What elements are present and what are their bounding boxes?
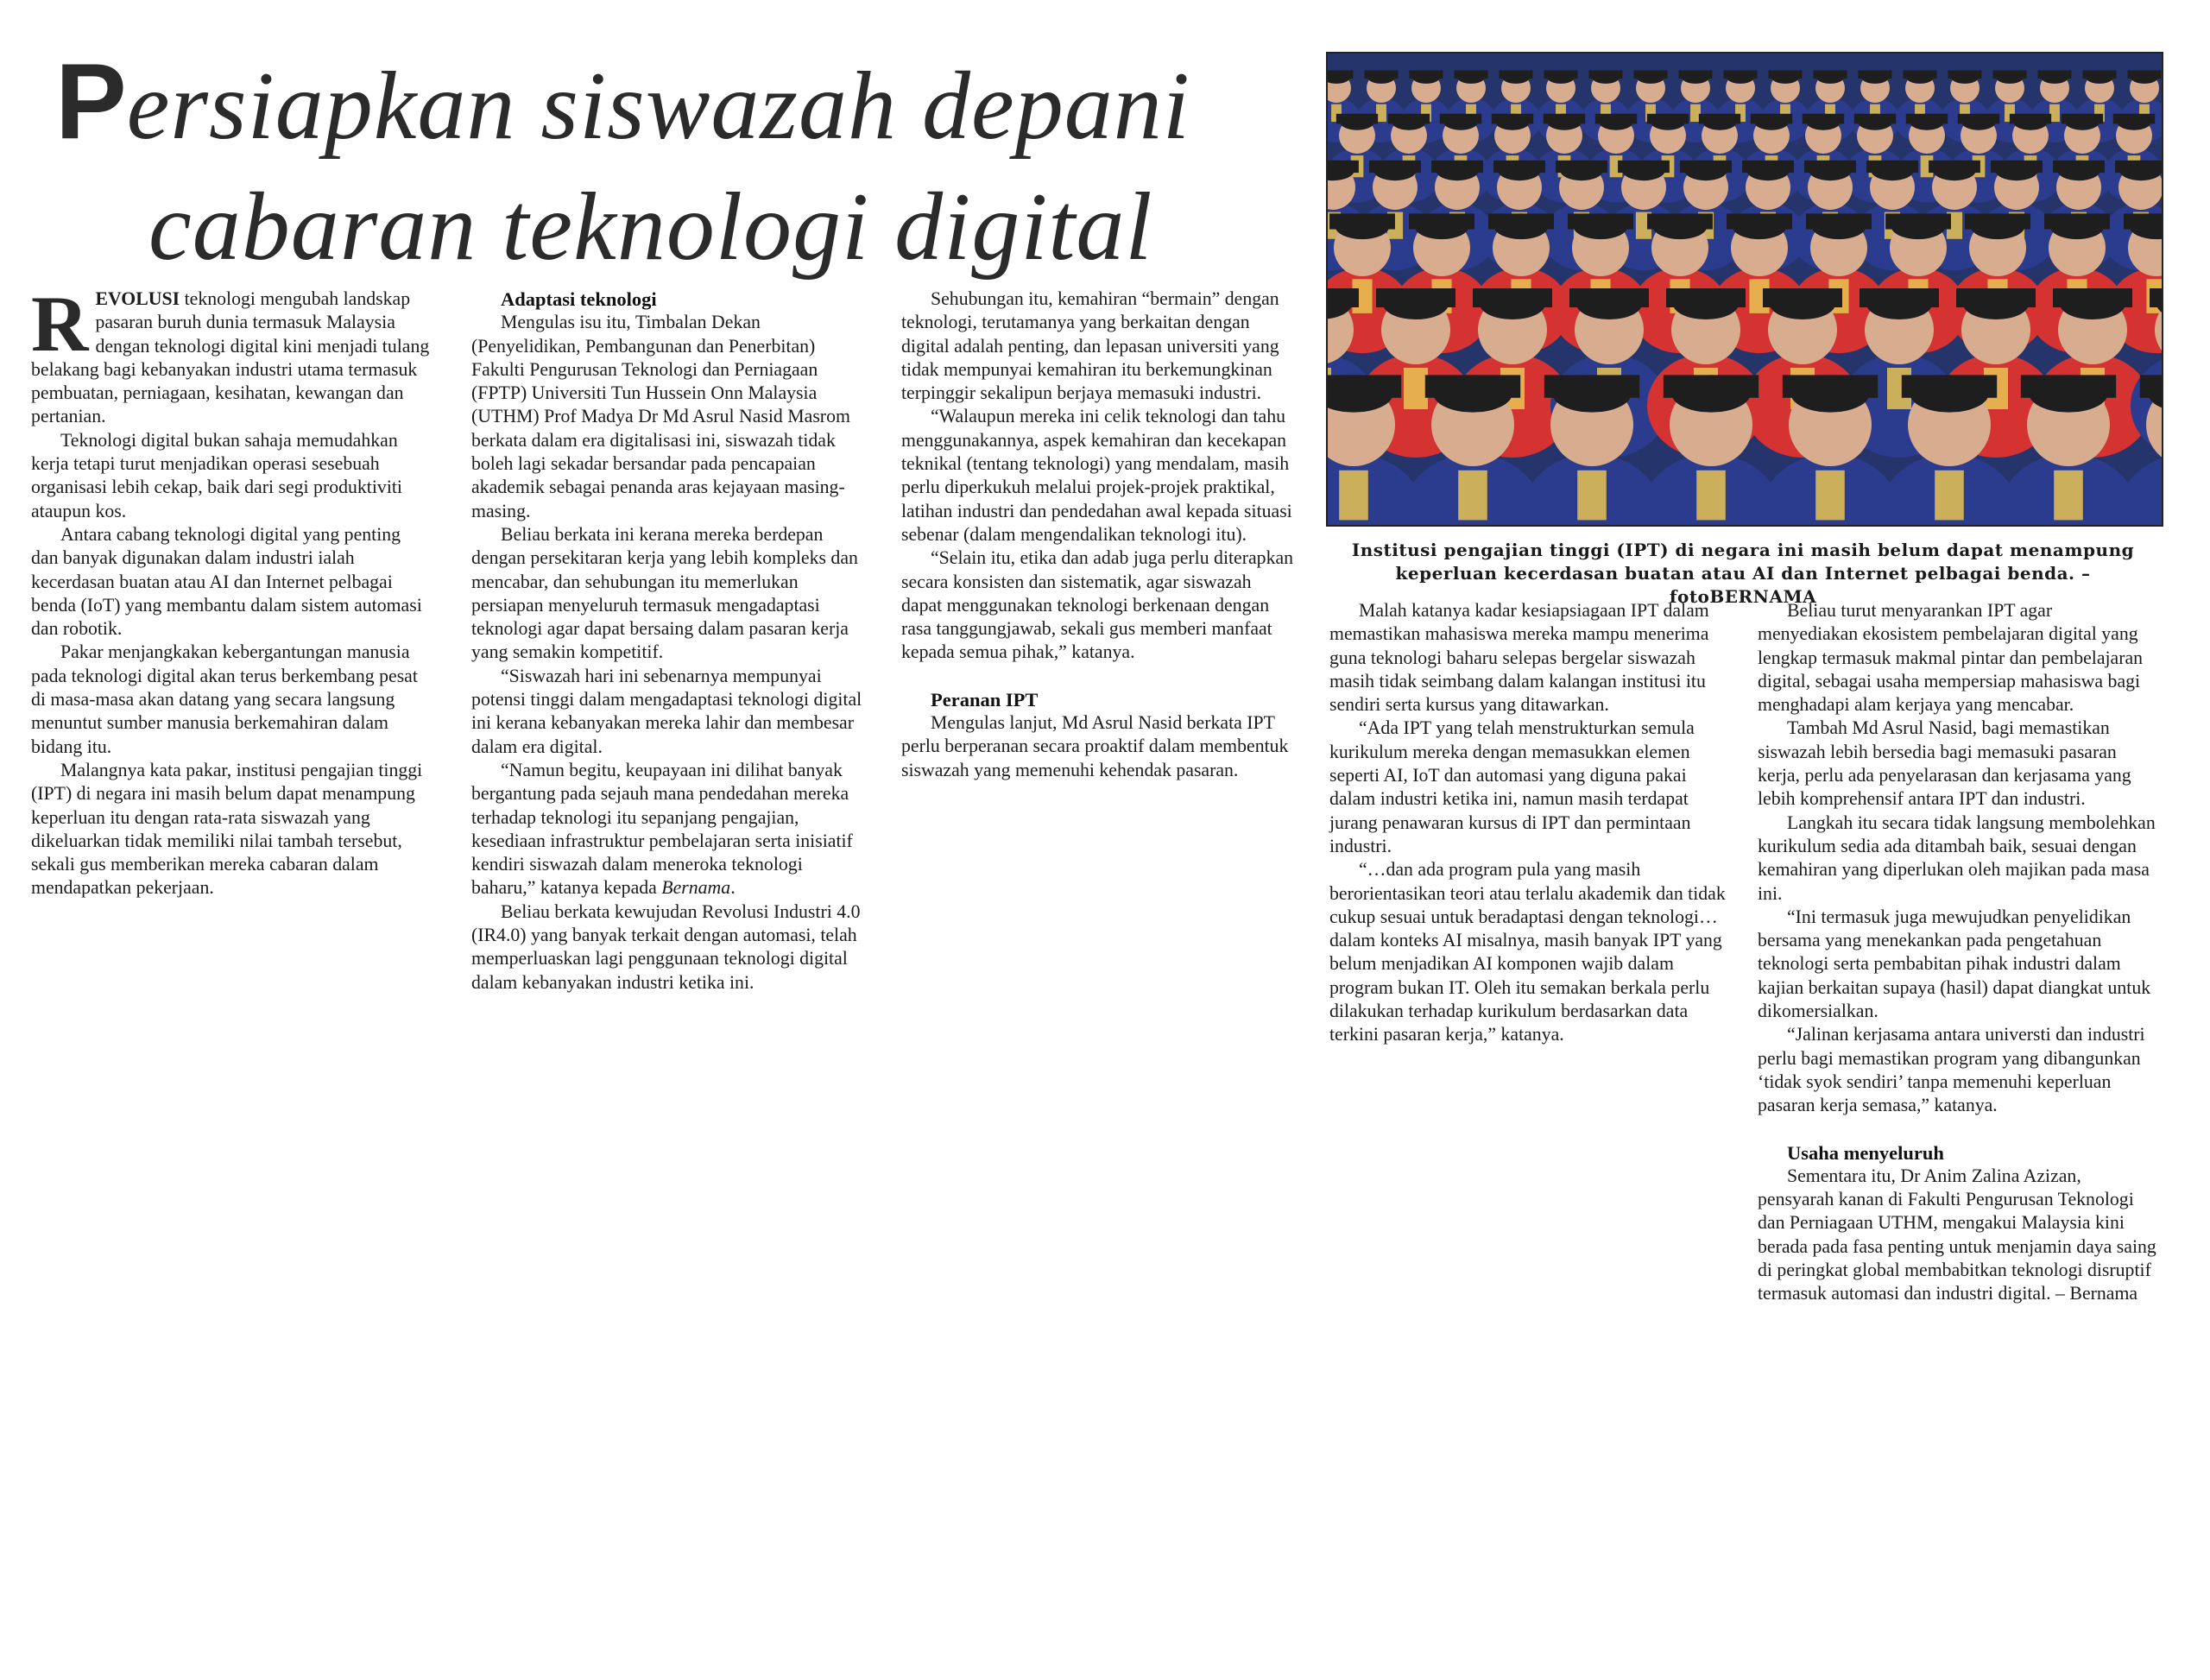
- caption-line-1: Institusi pengajian tinggi (IPT) di negara ini masih belum dapat menampung: [1351, 540, 2135, 560]
- paragraph: Langkah itu secara tidak langsung membolehkan kurikulum sedia ada ditambah baik, sesuai dengan kemahiran yang diperlukan oleh majikan pada masa ini.: [1758, 812, 2156, 904]
- paragraph: Sehubungan itu, kemahiran “bermain” dengan teknologi, terutamanya yang berkaitan dengan digital adalah penting, dan lepasan universiti yang tidak mempunyai kemahiran itu berkemungkinan terpinggir sekalipun berjaya memasuki industri.: [901, 288, 1279, 404]
- paragraph: Malah katanya kadar kesiapsiagaan IPT dalam memastikan mahasiswa mereka mampu menerima guna teknologi baharu selepas bergelar siswazah masih tidak seimbang dalam kalangan institusi itu sendiri serta kursus yang ditawarkan.: [1329, 600, 1709, 716]
- article-column-5: [1758, 599, 2156, 1306]
- paragraph: [471, 759, 867, 900]
- headline-line-1-text: ersiapkan siswazah depani: [126, 53, 1190, 160]
- subheading-peranan: Peranan IPT: [931, 688, 1039, 711]
- paragraph: Mengulas isu itu, Timbalan Dekan (Penyelidikan, Pembangunan dan Penerbitan) Fakulti Pengurusan Teknologi dan Perniagaan (FPTP) Universiti Tun Hussein Onn Malaysia (UTHM) Prof Madya Dr Md Asrul Nasid Masrom berkata dalam era digitalisasi ini, siswazah tidak boleh lagi sekadar bersandar pada pencapaian akademik sebagai penanda aras kejayaan masing-masing.: [471, 312, 850, 521]
- article-column-4: [1329, 599, 1728, 1047]
- paragraph: “Jalinan kerjasama antara universti dan industri perlu bagi memastikan program yang dibangunkan ‘tidak syok sendiri’ tanpa memenuhi keperluan pasaran kerja semasa,” katanya.: [1758, 1024, 2145, 1116]
- paragraph: “…dan ada program pula yang masih berorientasikan teori atau terlalu akademik dan tidak cukup sesuai untuk beradaptasi dengan teknologi… dalam konteks AI misalnya, masih banyak IPT yang belum menjadikan AI komponen wajib dalam program bukan IT. Oleh itu semakan berkala perlu dilakukan terhadap kurikulum berdasarkan data terkini pasaran kerja,” katanya.: [1329, 859, 1726, 1045]
- subheading-adaptasi: Adaptasi teknologi: [501, 288, 657, 310]
- photo-caption: [1326, 539, 2160, 609]
- paragraph: “Siswazah hari ini sebenarnya mempunyai potensi tinggi dalam mengadaptasi teknologi digital ini kerana kebanyakan mereka lahir dan membesar dalam era digital.: [471, 665, 862, 757]
- paragraph: Malangnya kata pakar, institusi pengajian tinggi (IPT) di negara ini masih belum dapat menampung keperluan itu dengan rata-rata siswazah yang dikeluarkan tidak memiliki nilai tambah tersebut, sekali gus memberikan mereka cabaran dalam mendapatkan pekerjaan.: [31, 759, 423, 899]
- paragraph: Beliau berkata ini kerana mereka berdepan dengan persekitaran kerja yang lebih kompleks dan mencabar, dan sehubungan itu memerlukan persiapan menyeluruh termasuk mengadaptasi teknologi agar dapat bersaing dalam pasaran kerja yang semakin kompetitif.: [471, 523, 858, 663]
- headline-line-2: cabaran teknologi digital: [148, 174, 1153, 281]
- subheading-usaha: Usaha menyeluruh: [1787, 1141, 1944, 1164]
- paragraph: “Ini termasuk juga mewujudkan penyelidikan bersama yang menekankan pada pengetahuan teknologi serta pembabitan pihak industri dalam kajian berkaitan supaya (hasil) dapat diangkat untuk dikomersialkan.: [1758, 906, 2151, 1022]
- headline: [55, 41, 1298, 287]
- quote-end: .: [730, 877, 736, 899]
- paragraph: Beliau turut menyarankan IPT agar menyediakan ekosistem pembelajaran digital yang lengkap termasuk makmal pintar dan pembelajaran digital, sebagai usaha mempersiap mahasiswa bagi menghadapi alam kerjaya yang mencabar.: [1758, 600, 2144, 716]
- paragraph: Tambah Md Asrul Nasid, bagi memastikan siswazah lebih bersedia bagi memasuki pasaran kerja, perlu ada penyelarasan dan kerjasama yang lebih komprehensif antara IPT dan industri.: [1758, 717, 2131, 810]
- headline-initial: P: [55, 42, 127, 161]
- article-column-3: [901, 287, 1295, 782]
- graduates-photo: [1328, 54, 2162, 525]
- quote-text: “Namun begitu, keupayaan ini dilihat banyak bergantung pada sejauh mana pendedahan mereka terhadap teknologi itu sepanjang pengajian, kesediaan infrastruktur pembelajaran serta inisiatif kendiri siswazah dalam meneroka teknologi baharu,” katanya kepada: [471, 759, 853, 899]
- drop-cap: R: [31, 280, 89, 368]
- lead-text: teknologi mengubah landskap pasaran buruh dunia termasuk Malaysia dengan teknologi digital kini menjadi tulang belakang bagi kebanyakan industri utama termasuk pembuatan, perniagaan, kesihatan, kewangan dan pertanian.: [31, 288, 430, 427]
- paragraph: Antara cabang teknologi digital yang penting dan banyak digunakan dalam industri ialah kecerdasan buatan atau AI dan Internet pelbagai benda (IoT) yang membantu dalam sistem automasi dan robotik.: [31, 523, 422, 640]
- paragraph: “Walaupun mereka ini celik teknologi dan tahu menggunakannya, aspek kemahiran dan kecekapan teknikal (tentang teknologi) yang mendalam, masih perlu diperkukuh melalui projek-projek praktikal, latihan industri dan pendedahan awal kepada situasi sebenar (dalam mengendalikan teknologi itu).: [901, 406, 1292, 545]
- paragraph: “Ada IPT yang telah menstrukturkan semula kurikulum mereka dengan memasukkan elemen seperti AI, IoT dan automasi yang diguna pakai dalam industri ketika ini, namun masih terdapat jurang penawaran kursus di IPT dan permintaan industri.: [1329, 717, 1695, 856]
- paragraph: “Selain itu, etika dan adab juga perlu diterapkan secara konsisten dan sistematik, agar siswazah dapat menggunakan teknologi berkenaan dengan rasa tanggungjawab, sekali gus memberi manfaat kepada semua pihak,” katanya.: [901, 547, 1294, 663]
- paragraph: Sementara itu, Dr Anim Zalina Azizan, pensyarah kanan di Fakulti Pengurusan Teknologi dan Perniagaan UTHM, mengakui Malaysia kini berada pada fasa penting untuk menjamin daya saing di peringkat global membabitkan teknologi disruptif termasuk automasi dan industri digital. – Bernama: [1758, 1165, 2156, 1304]
- paragraph: Mengulas lanjut, Md Asrul Nasid berkata IPT perlu berperanan secara proaktif dalam membentuk siswazah yang memenuhi kehendak pasaran.: [901, 712, 1289, 780]
- source-name: Bernama: [661, 877, 731, 899]
- paragraph: Pakar menjangkakan kebergantungan manusia pada teknologi digital akan terus berkembang pesat di masa-masa akan datang yang secara langsung menuntut sumber manusia berkemahiran dalam bidang itu.: [31, 641, 418, 757]
- paragraph: Teknologi digital bukan sahaja memudahkan kerja tetapi turut menjadikan operasi sesebuah organisasi lebih cekap, baik dari segi produktiviti ataupun kos.: [31, 429, 402, 521]
- caption-line-2: keperluan kecerdasan buatan atau AI dan Internet pelbagai benda. – fotoBERNAMA: [1395, 563, 2091, 607]
- lead-word: EVOLUSI: [95, 288, 180, 309]
- article-column-2: [471, 287, 867, 995]
- news-photo: [1326, 52, 2163, 527]
- article-column-1: [31, 280, 430, 900]
- paragraph-lead: [31, 280, 430, 429]
- paragraph: Beliau berkata kewujudan Revolusi Industri 4.0 (IR4.0) yang banyak terkait dengan automasi, telah memperluaskan lagi penggunaan teknologi digital dalam kebanyakan industri ketika ini.: [471, 900, 861, 993]
- headline-line-1: [55, 41, 1298, 167]
